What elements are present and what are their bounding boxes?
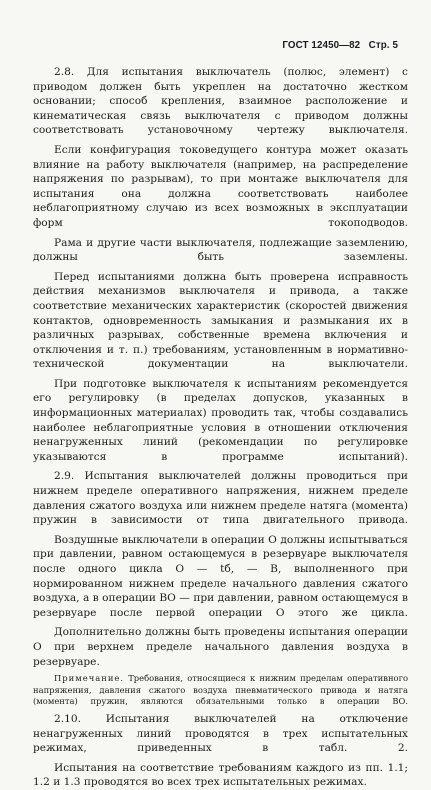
paragraph-pre-test-check: Перед испытаниями должна быть проверена исправность действия механизмов выключателя и привода, а также соответствие механических характеристик (скоростей движения контактов, одновременность замыкания и размыкания их в различных разрывах, собственные времена включения и отключения и т. п.) требованиям, установленным в нормативно-технической документации на выключатели. bbox=[33, 270, 408, 371]
paragraph-compliance: Испытания на соответствие требованиям каждого из пп. 1.1; 1.2 и 1.3 проводятся во всех трех испытательных режимах. bbox=[33, 761, 408, 789]
note-label: Примечание. bbox=[54, 673, 125, 684]
standard-number: ГОСТ 12450—82 bbox=[282, 40, 361, 51]
paragraph-additional: Дополнительно должны быть проведены испытания операции О при верхнем пределе начального давления воздуха в резервуаре. bbox=[33, 626, 408, 668]
page-header bbox=[282, 40, 398, 51]
document-body bbox=[33, 65, 408, 790]
paragraph-2-9: 2.9. Испытания выключателей должны проводиться при нижнем пределе оперативного напряжения, нижнем пределе давления сжатого воздуха или нижнем пределе натяга (момента) пружин в зависимости от типа двигательного привода. bbox=[33, 470, 408, 527]
page-number: Стр. 5 bbox=[368, 40, 398, 51]
note-text: Требования, относящиеся к нижним пределам оперативного напряжения, давления сжатого воздуха пневматического привода и натяга (момента) пружин, являются обязательными только в операции ВО. bbox=[33, 673, 408, 707]
paragraph-contour: Если конфигурация токоведущего контура может оказать влияние на работу выключателя (например, на распределение напряжения по разрывам), то при монтаже выключателя для испытания она должна соответствовать наиболее неблагоприятному случаю из всех возможных в эксплуатации форм токоподводов. bbox=[33, 143, 408, 229]
paragraph-grounding: Рама и другие части выключателя, подлежащие заземлению, должны быть заземлены. bbox=[33, 236, 408, 264]
paragraph-air-breakers: Воздушные выключатели в операции О должны испытываться при давлении, равном остающемуся в резервуаре выключателя после одного цикла О — tб, — В, выполненного при нормированном нижнем пределе начального давления сжатого воздуха, а в операции ВО — при давлении, равном остающемуся в резервуаре после первой операции О этого же цикла. bbox=[33, 533, 408, 619]
note bbox=[33, 673, 408, 708]
paragraph-2-10: 2.10. Испытания выключателей на отключение ненагруженных линий проводятся в трех испытательных режимах, приведенных в табл. 2. bbox=[33, 712, 408, 755]
paragraph-2-8: 2.8. Для испытания выключатель (полюс, элемент) с приводом должен быть укреплен на достаточно жестком основании; способ крепления, взаимное расположение и кинематическая связь выключателя с приводом должны соответствовать установочному чертежу выключателя. bbox=[33, 66, 408, 137]
paragraph-adjustment: При подготовке выключателя к испытаниям рекомендуется его регулировку (в пределах допусков, указанных в информационных материалах) проводить так, чтобы создавались наиболее неблагоприятные условия в отношении отключения ненагруженных линий (рекомендации по регулировке указываются в программе испытаний). bbox=[33, 377, 408, 463]
